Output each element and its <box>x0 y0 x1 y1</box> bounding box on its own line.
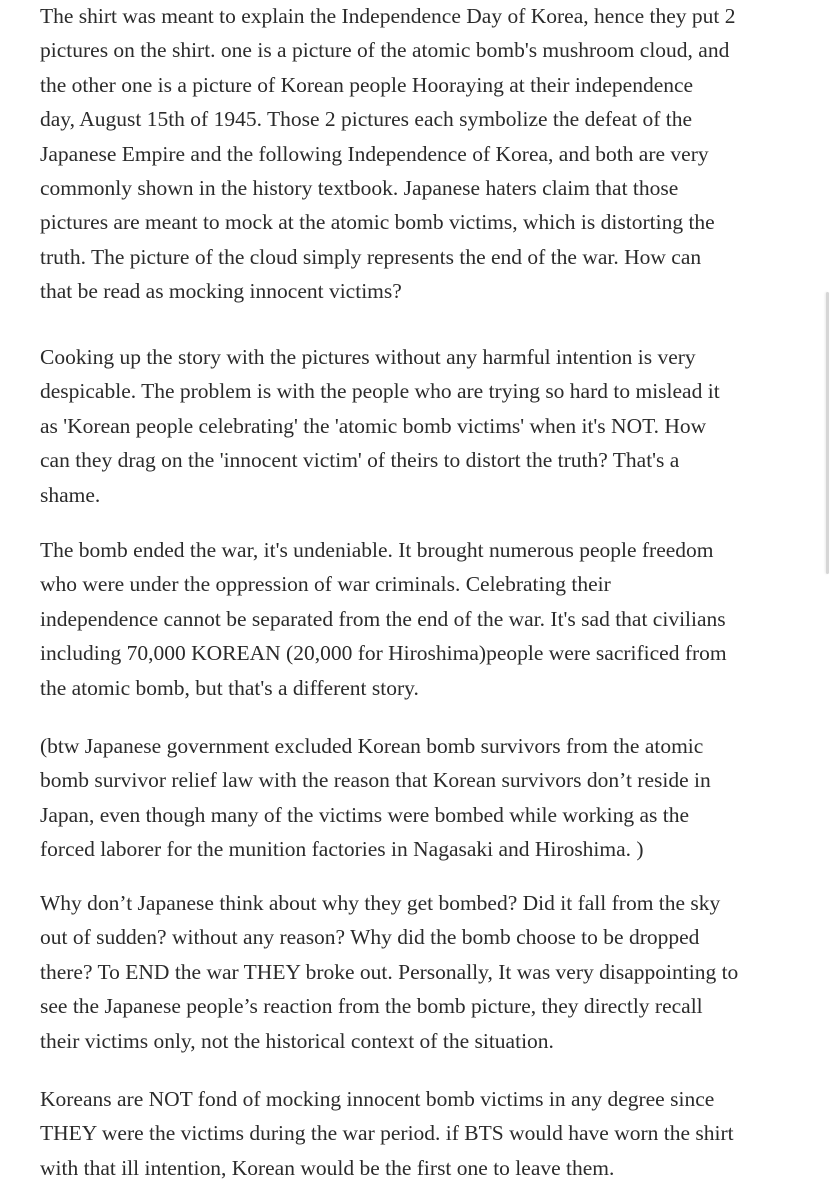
line: Cooking up the story with the pictures without any harmful intention is very <box>40 345 696 369</box>
line: bomb survivor relief law with the reason that Korean survivors don’t reside in <box>40 768 711 793</box>
line: (btw Japanese government excluded Korean bomb survivors from the atomic <box>40 734 704 758</box>
paragraph-4 <box>40 729 711 867</box>
vertical-scrollbar[interactable] <box>820 0 832 1200</box>
paragraph-1 <box>40 0 736 309</box>
line: forced laborer for the munition factories in Nagasaki and Hiroshima. ) <box>40 837 644 862</box>
line: day, August 15th of 1945. Those 2 pictures each symbolize the defeat of the <box>40 107 693 132</box>
line: Koreans are NOT fond of mocking innocent bomb victims in any degree since <box>40 1087 715 1111</box>
line: Japan, even though many of the victims were bombed while working as the <box>40 802 690 827</box>
line: Why don’t Japanese think about why they get bombed? Did it fall from the sky <box>40 891 721 915</box>
line: can they drag on the 'innocent victim' of theirs to distort the truth? That's a <box>40 448 680 473</box>
line: see the Japanese people’s reaction from the bomb picture, they directly recall <box>40 994 703 1019</box>
line: that be read as mocking innocent victims? <box>40 279 402 304</box>
line: The bomb ended the war, it's undeniable. It brought numerous people freedom <box>40 538 714 562</box>
line: pictures on the shirt. one is a picture of the atomic bomb's mushroom cloud, and <box>40 38 730 63</box>
line: pictures are meant to mock at the atomic bomb victims, which is distorting the <box>40 210 715 235</box>
line: truth. The picture of the cloud simply represents the end of the war. How can <box>40 244 702 269</box>
line: who were under the oppression of war criminals. Celebrating their <box>40 572 611 597</box>
line: there? To END the war THEY broke out. Personally, It was very disappointing to <box>40 959 739 984</box>
line: shame. <box>40 482 101 507</box>
line: out of sudden? without any reason? Why did the bomb choose to be dropped <box>40 925 700 950</box>
line: THEY were the victims during the war period. if BTS would have worn the shirt <box>40 1121 734 1146</box>
paragraph-5 <box>40 886 738 1058</box>
line: the atomic bomb, but that's a different story. <box>40 675 419 700</box>
line: including 70,000 KOREAN (20,000 for Hiroshima)people were sacrificed from <box>40 641 727 666</box>
paragraph-6 <box>40 1082 734 1185</box>
line: as 'Korean people celebrating' the 'atomic bomb victims' when it's NOT. How <box>40 413 707 438</box>
scrollbar-thumb[interactable] <box>826 292 829 574</box>
line: despicable. The problem is with the people who are trying so hard to mislead it <box>40 379 720 404</box>
line: the other one is a picture of Korean people Hooraying at their independence <box>40 72 694 97</box>
line: Japanese Empire and the following Independence of Korea, and both are very <box>40 141 709 166</box>
line: commonly shown in the history textbook. Japanese haters claim that those <box>40 176 679 201</box>
paragraph-2 <box>40 340 720 512</box>
paragraph-3 <box>40 533 727 705</box>
line: The shirt was meant to explain the Independence Day of Korea, hence they put 2 <box>40 4 736 28</box>
line: with that ill intention, Korean would be the first one to leave them. <box>40 1155 615 1180</box>
line: independence cannot be separated from the end of the war. It's sad that civilians <box>40 606 726 631</box>
line: their victims only, not the historical context of the situation. <box>40 1028 554 1053</box>
